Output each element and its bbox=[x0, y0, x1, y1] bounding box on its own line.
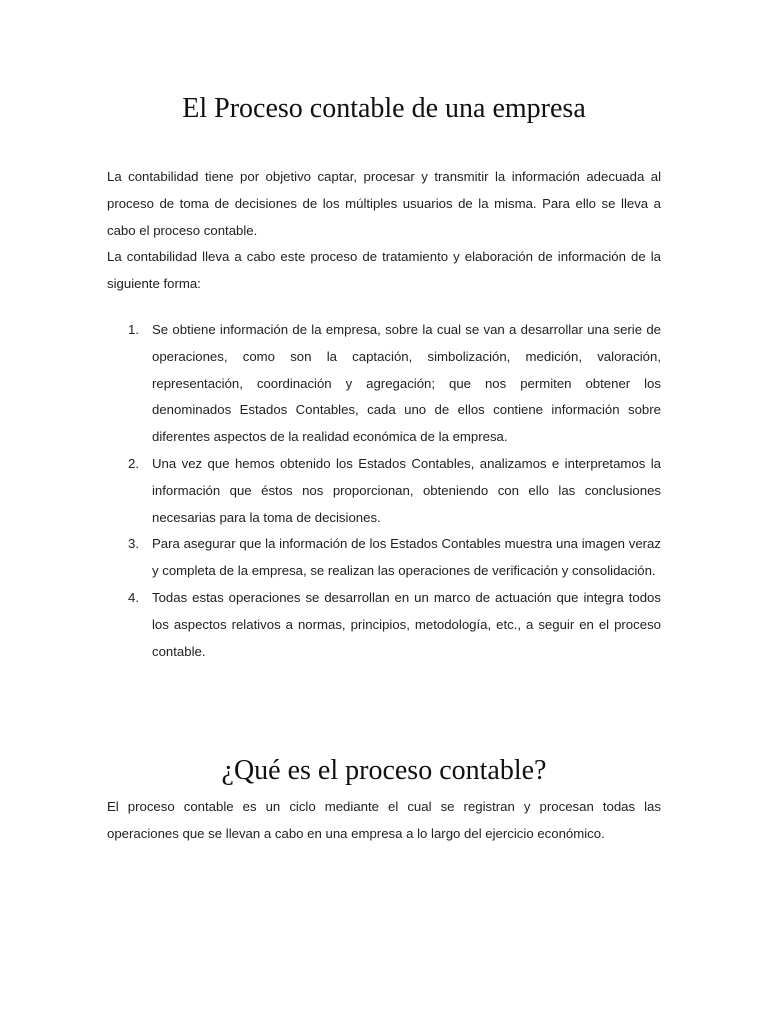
intro-paragraph-1: La contabilidad tiene por objetivo captar, procesar y transmitir la información adecuada al proceso de toma de decisiones de los múltiples usuarios de la misma. Para ello se lleva a cabo el proceso contable. bbox=[107, 169, 661, 238]
page-title: El Proceso contable de una empresa bbox=[182, 93, 586, 124]
list-item bbox=[107, 451, 661, 531]
intro-block bbox=[107, 164, 661, 298]
list-item-text: Para asegurar que la información de los Estados Contables muestra una imagen veraz y completa de la empresa, se realizan las operaciones de verificación y consolidación. bbox=[152, 536, 661, 579]
process-steps-list bbox=[107, 317, 661, 665]
list-item-number: 4. bbox=[128, 589, 139, 605]
definition-block bbox=[107, 794, 661, 848]
section-heading: ¿Qué es el proceso contable? bbox=[221, 755, 547, 786]
definition-paragraph: El proceso contable es un ciclo mediante el cual se registran y procesan todas las operaciones que se llevan a cabo en una empresa a lo largo del ejercicio económico. bbox=[107, 799, 661, 841]
list-item-text: Todas estas operaciones se desarrollan en un marco de actuación que integra todos los aspectos relativos a normas, principios, metodología, etc., a seguir en el proceso contable. bbox=[152, 589, 661, 659]
list-item bbox=[107, 585, 661, 665]
list-item-number: 2. bbox=[128, 455, 139, 471]
list-item-number: 1. bbox=[128, 322, 139, 337]
list-item-text: Una vez que hemos obtenido los Estados Contables, analizamos e interpretamos la información que éstos nos proporcionan, obteniendo con ello las conclusiones necesarias para la toma de decisiones. bbox=[152, 455, 661, 525]
intro-paragraph-2: La contabilidad lleva a cabo este proceso de tratamiento y elaboración de información de la siguiente forma: bbox=[107, 249, 661, 292]
list-item-number: 3. bbox=[128, 536, 139, 552]
list-item-text: Se obtiene información de la empresa, sobre la cual se van a desarrollar una serie de operaciones, como son la captación, simbolización, medición, valoración, representación, coordinación y agregación; que nos permiten obtener los denominados Estados Contables, cada uno de ellos contiene información sobre diferentes aspectos de la realidad económica de la empresa. bbox=[152, 322, 661, 445]
list-item bbox=[107, 317, 661, 451]
list-item bbox=[107, 531, 661, 585]
